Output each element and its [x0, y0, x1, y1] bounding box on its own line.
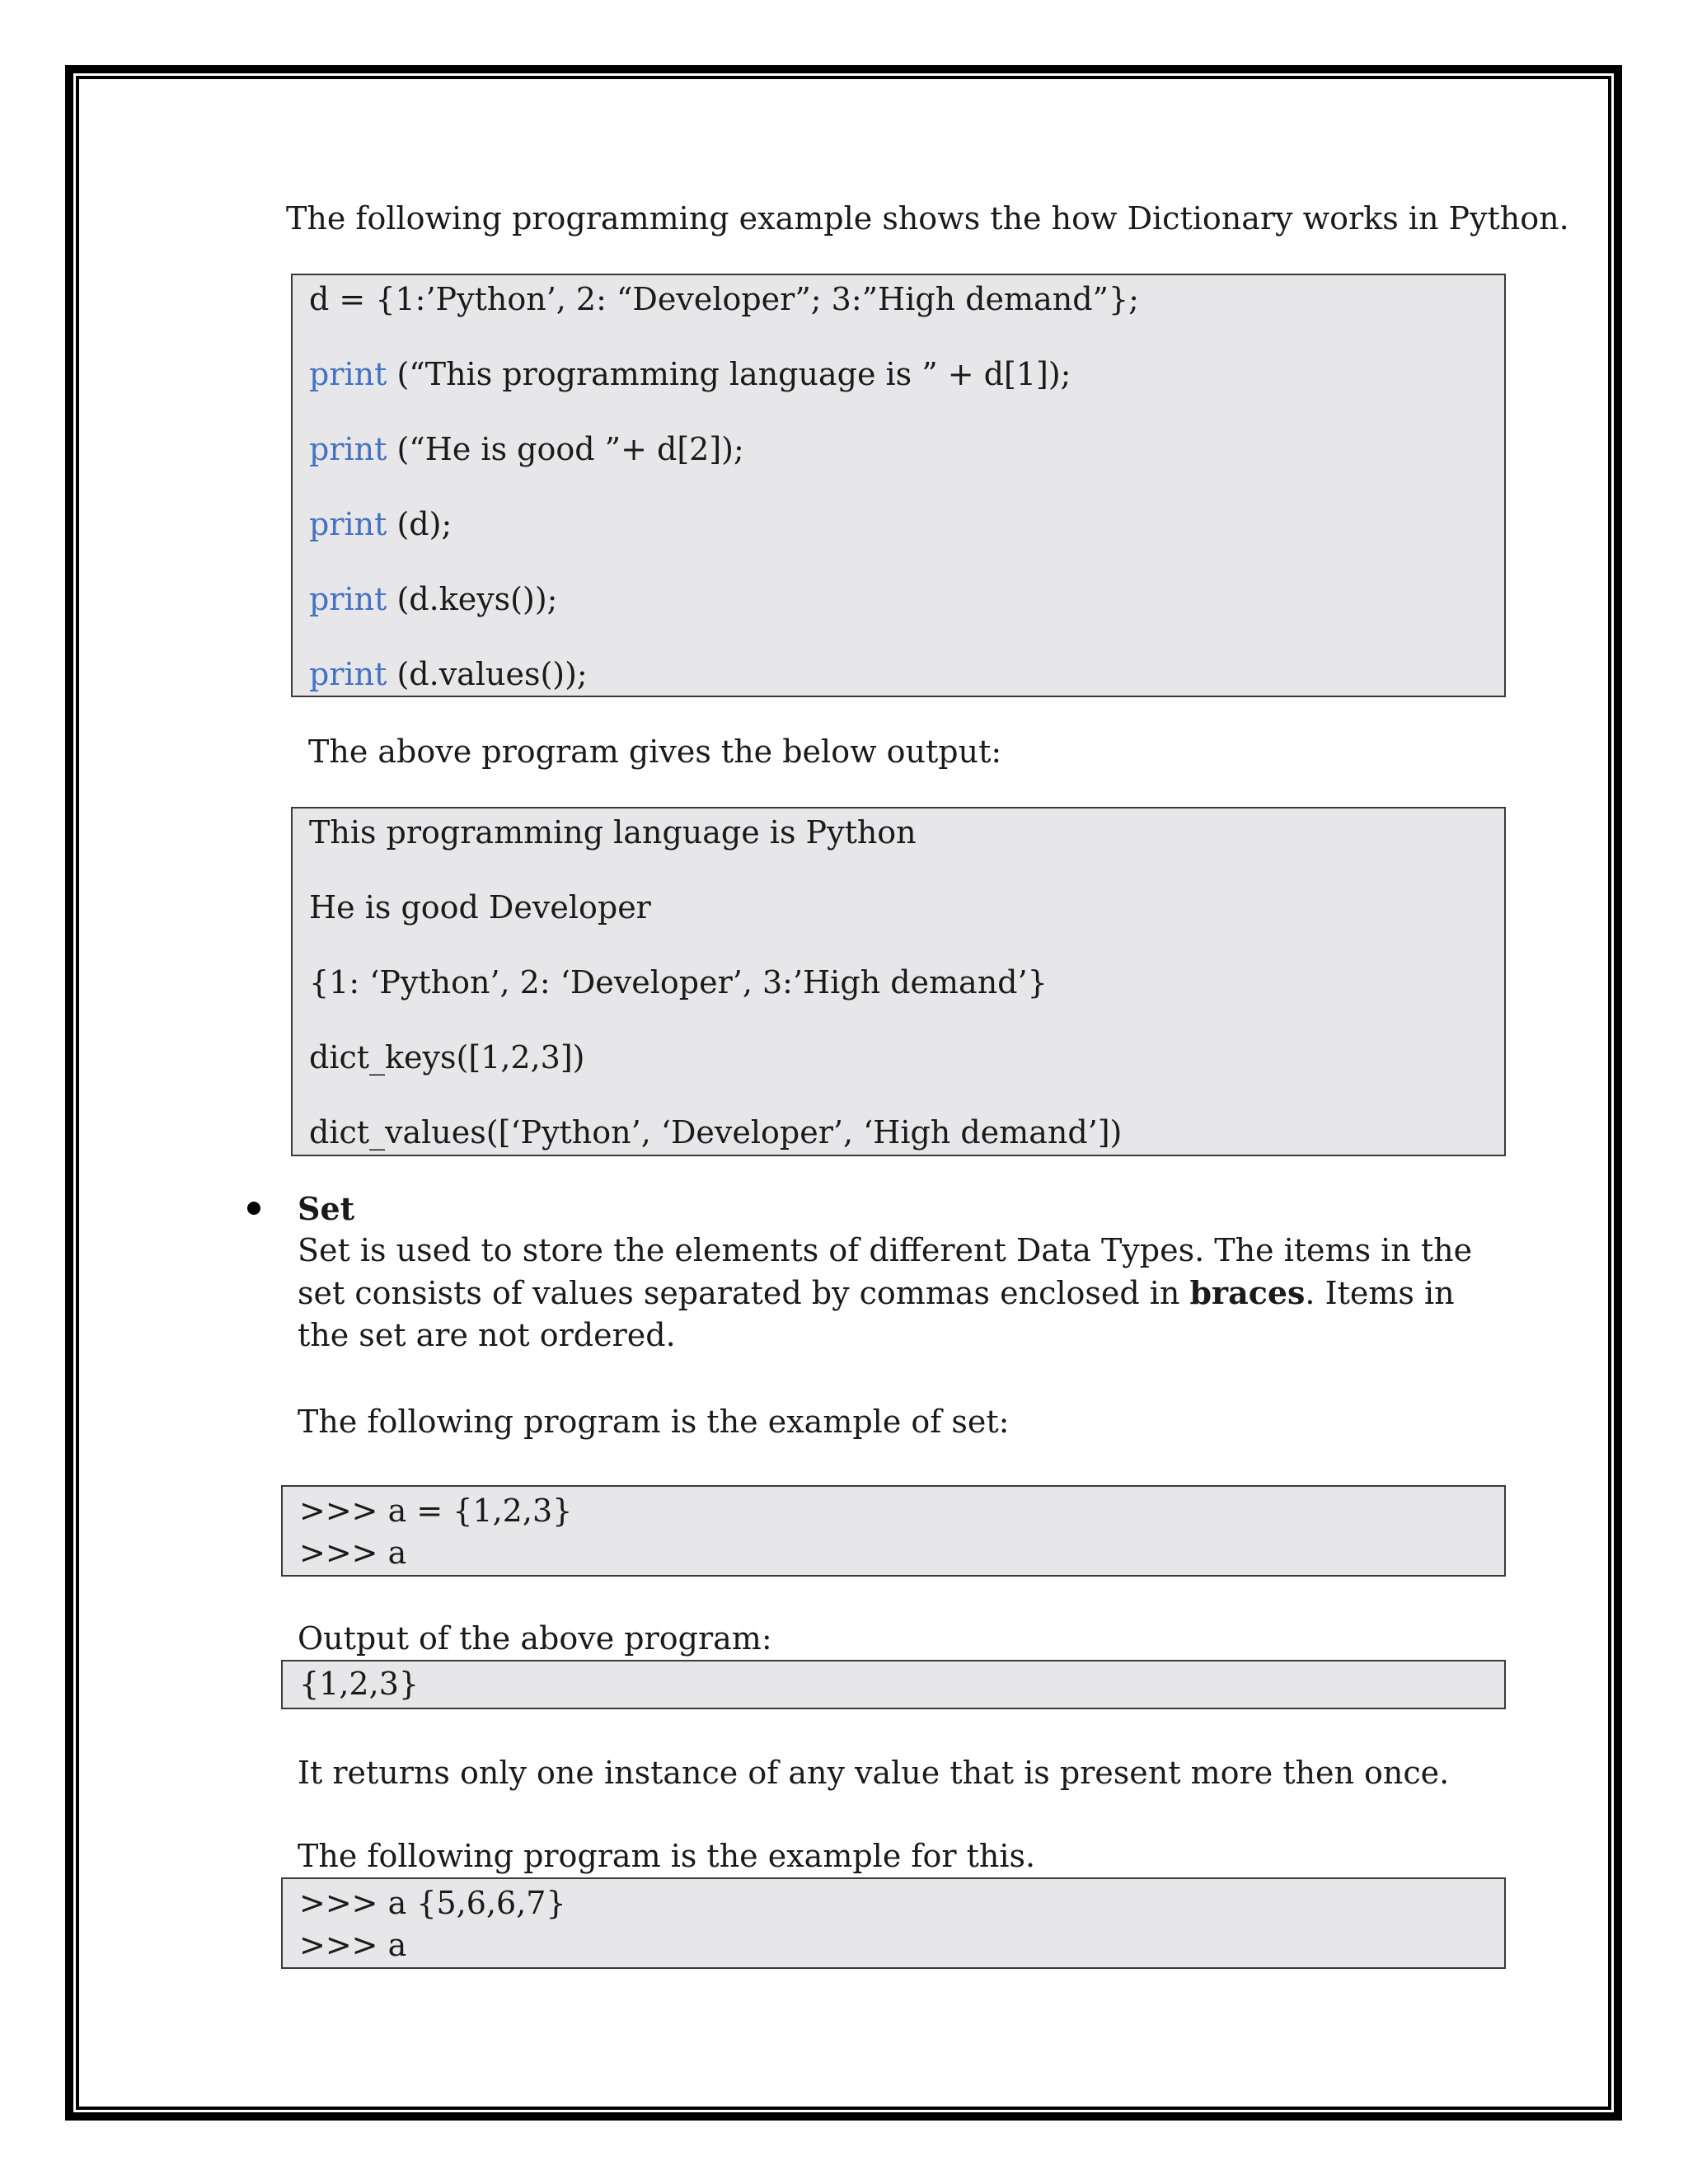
- set-example2-intro: The following program is the example for this.: [298, 1838, 1036, 1874]
- output-box-dictionary: [291, 807, 1506, 1156]
- set-output-label: Output of the above program:: [298, 1620, 772, 1657]
- output-intro-text: The above program gives the below output:: [308, 733, 1002, 770]
- print-keyword: print: [309, 431, 387, 467]
- set-example-intro: The following program is the example of set:: [298, 1404, 1010, 1440]
- set-note: It returns only one instance of any value that is present more then once.: [298, 1755, 1450, 1791]
- print-keyword: print: [309, 581, 387, 617]
- set-desc-part1: Set is used to store the elements of different Data Types. The items in the set consists of values separated by commas enclosed in: [298, 1232, 1473, 1311]
- code-line: >>> a: [299, 1535, 407, 1571]
- code-args: (“This programming language is ” + d[1]);: [387, 356, 1071, 392]
- code-line-4: [309, 505, 452, 543]
- code-line-2: [309, 355, 1071, 393]
- output-line: {1: ‘Python’, 2: ‘Developer’, 3:’High demand’}: [309, 964, 1048, 1001]
- code-args: (“He is good ”+ d[2]);: [387, 431, 744, 467]
- code-line-3: [309, 430, 744, 468]
- code-line-6: [309, 655, 588, 693]
- code-line: >>> a {5,6,6,7}: [299, 1885, 566, 1921]
- output-line: dict_keys([1,2,3]): [309, 1039, 585, 1076]
- output-line: He is good Developer: [309, 889, 651, 926]
- print-keyword: print: [309, 506, 387, 542]
- code-line: >>> a = {1,2,3}: [299, 1493, 573, 1529]
- set-desc-part2: . Items in the set are not ordered.: [298, 1275, 1455, 1353]
- bullet-icon: [247, 1202, 260, 1215]
- set-desc-bold: braces: [1189, 1274, 1306, 1311]
- intro-text: The following programming example shows the how Dictionary works in Python.: [286, 200, 1569, 237]
- code-args: (d.keys());: [387, 581, 558, 617]
- code-line-1: d = {1:’Python’, 2: “Developer”; 3:”High demand”};: [309, 281, 1139, 317]
- output-line: dict_values([‘Python’, ‘Developer’, ‘High demand’]): [309, 1114, 1123, 1151]
- code-args: (d.values());: [387, 656, 588, 692]
- code-line-5: [309, 580, 557, 618]
- code-box-dictionary: [291, 274, 1506, 697]
- set-heading: Set: [298, 1190, 355, 1227]
- output-box-set-1: [281, 1660, 1506, 1709]
- code-line: >>> a: [299, 1927, 407, 1963]
- code-box-set-1: [281, 1485, 1506, 1577]
- code-args: (d);: [387, 506, 452, 542]
- output-line: {1,2,3}: [299, 1666, 420, 1702]
- print-keyword: print: [309, 656, 387, 692]
- print-keyword: print: [309, 356, 387, 392]
- set-description: [298, 1230, 1509, 1357]
- output-line: This programming language is Python: [309, 814, 917, 851]
- code-box-set-2: [281, 1877, 1506, 1969]
